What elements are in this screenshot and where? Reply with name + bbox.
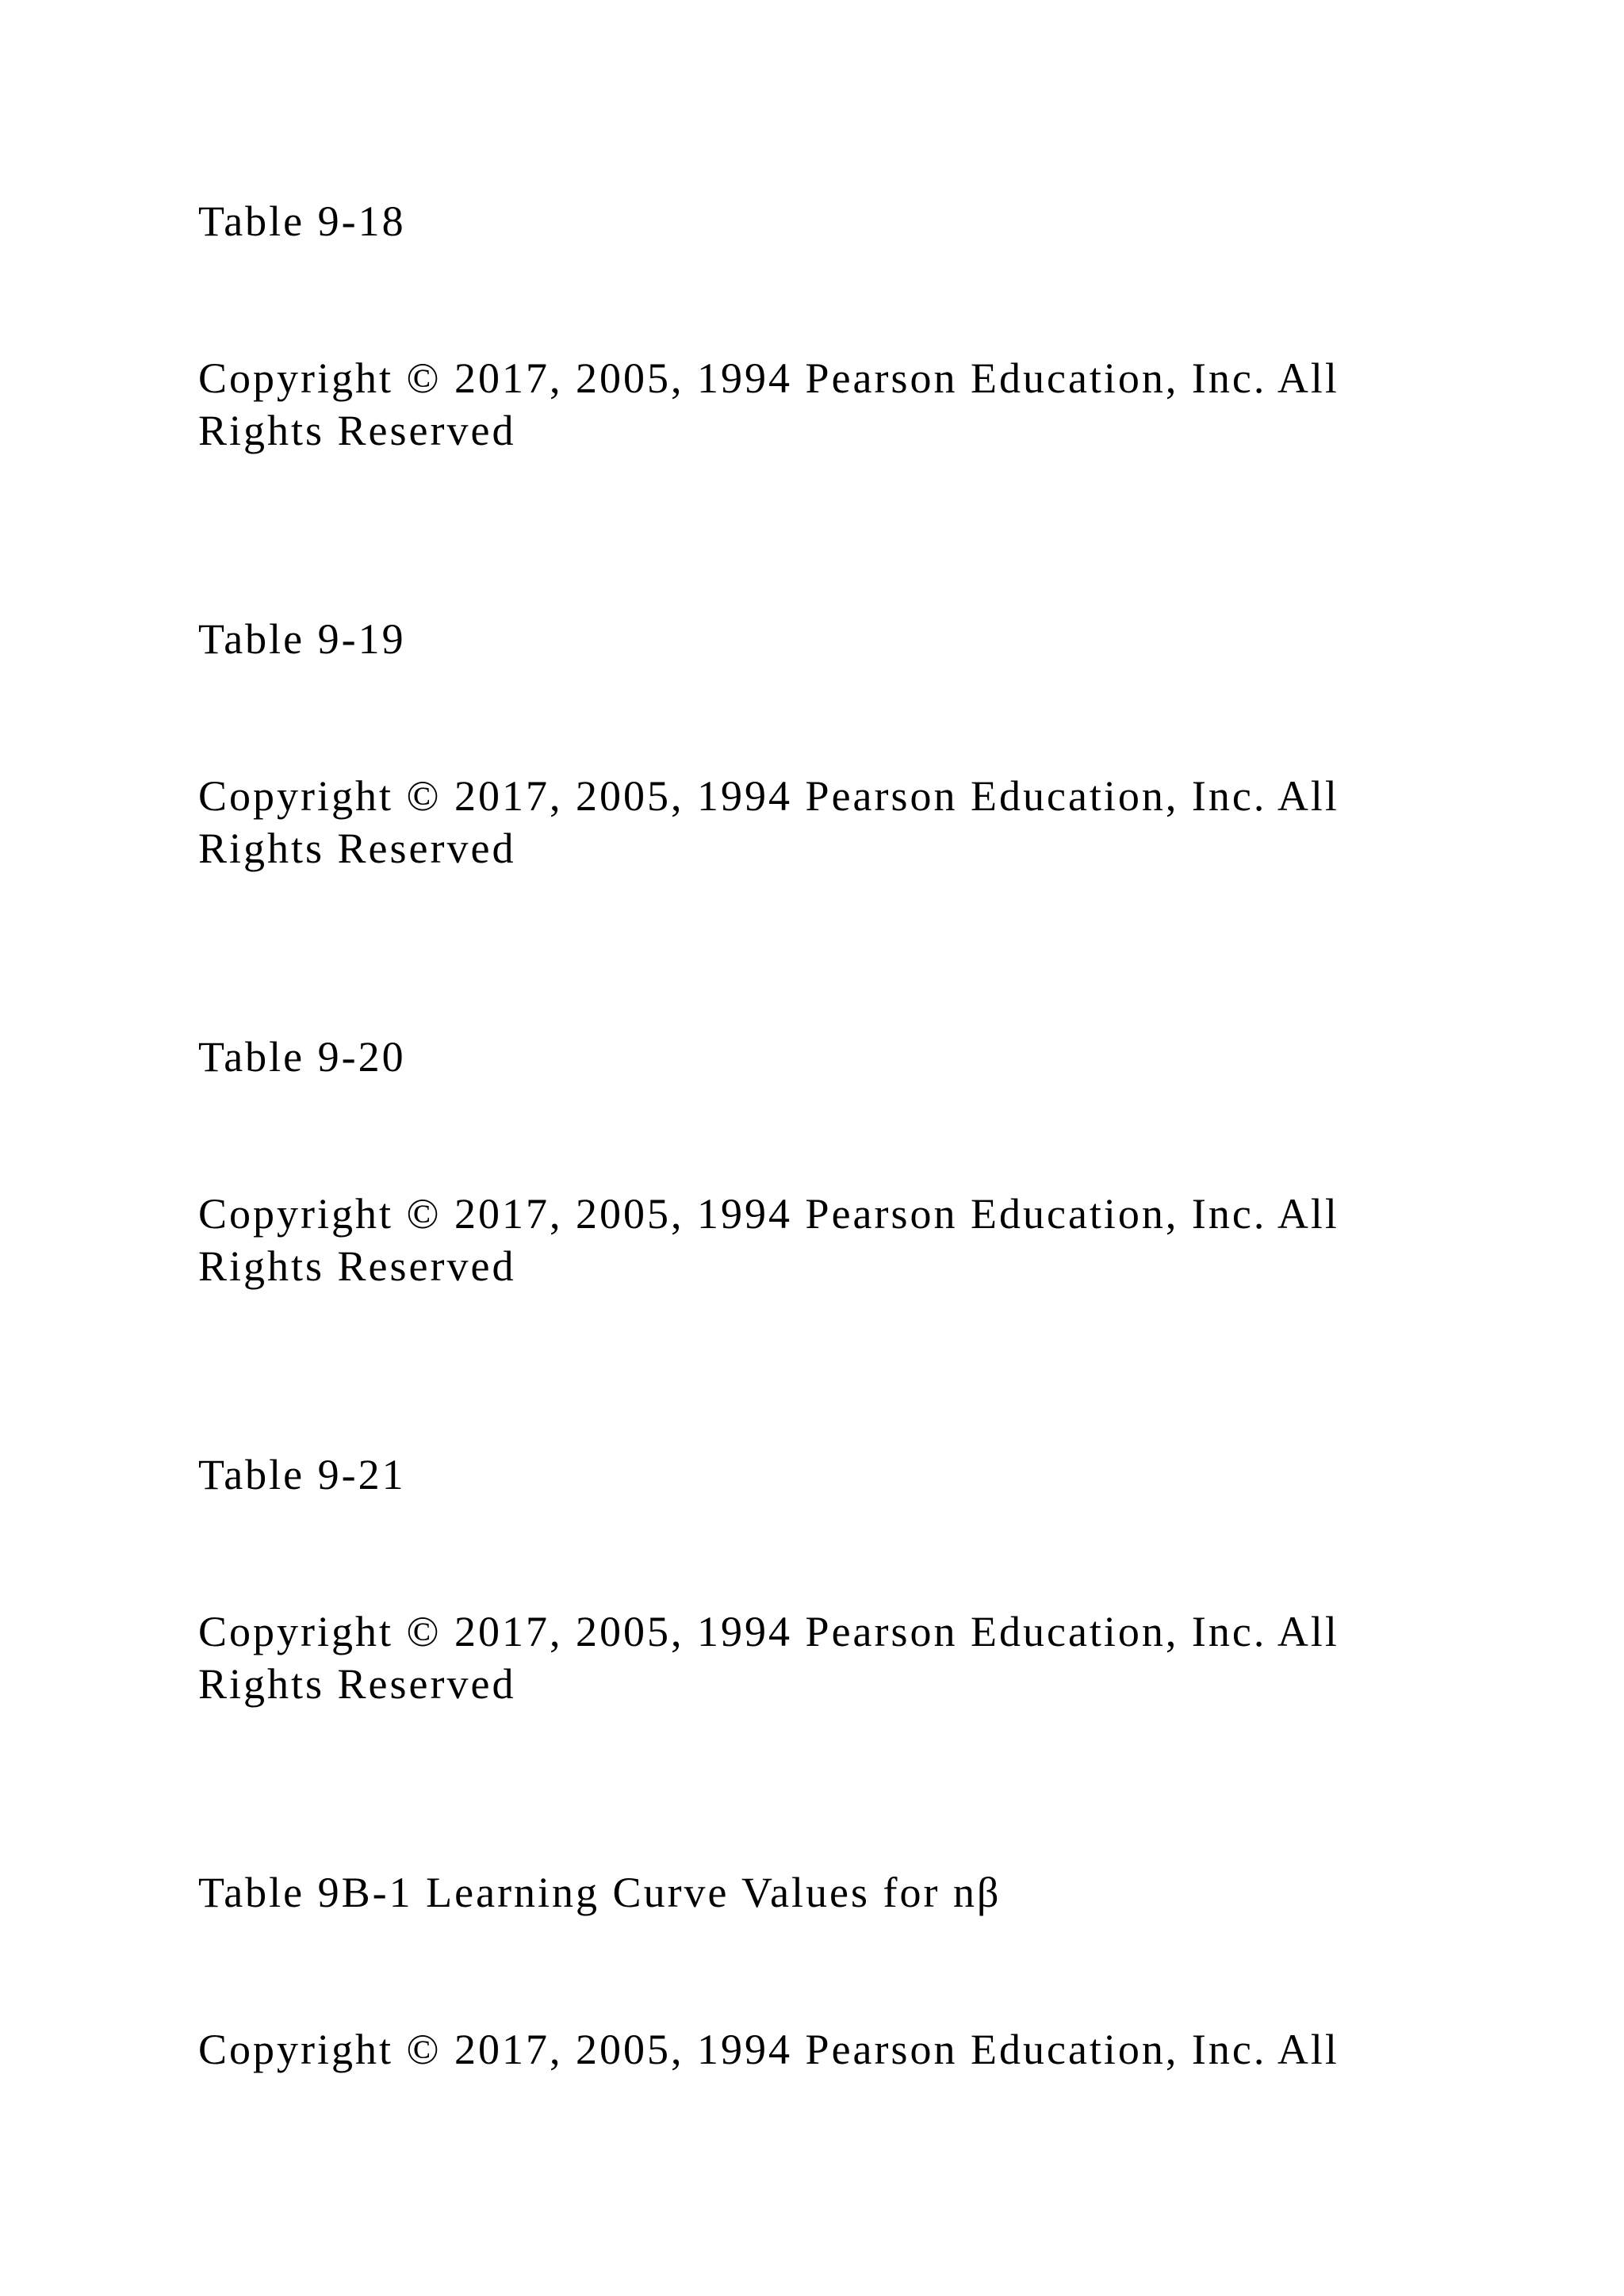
table-heading: Table 9-18 — [198, 197, 406, 245]
copyright-notice — [198, 352, 1339, 457]
copyright-notice — [198, 2023, 1339, 2076]
table-heading: Table 9-20 — [198, 1033, 406, 1081]
table-heading: Table 9-21 — [198, 1451, 406, 1498]
copyright-notice — [198, 1188, 1339, 1292]
copyright-line: Copyright © 2017, 2005, 1994 Pearson Education, Inc. All — [198, 772, 1339, 820]
copyright-line: Copyright © 2017, 2005, 1994 Pearson Education, Inc. All — [198, 354, 1339, 402]
copyright-line: Rights Reserved — [198, 825, 516, 872]
copyright-line: Rights Reserved — [198, 1242, 516, 1290]
copyright-line: Copyright © 2017, 2005, 1994 Pearson Education, Inc. All — [198, 1190, 1339, 1238]
copyright-notice — [198, 770, 1339, 874]
table-heading: Table 9B-1 Learning Curve Values for nβ — [198, 1869, 1002, 1916]
table-heading: Table 9-19 — [198, 615, 406, 663]
copyright-notice — [198, 1605, 1339, 1710]
copyright-line: Rights Reserved — [198, 407, 516, 454]
copyright-line: Copyright © 2017, 2005, 1994 Pearson Education, Inc. All — [198, 2026, 1339, 2073]
copyright-line: Copyright © 2017, 2005, 1994 Pearson Education, Inc. All — [198, 1608, 1339, 1655]
copyright-line: Rights Reserved — [198, 1660, 516, 1708]
